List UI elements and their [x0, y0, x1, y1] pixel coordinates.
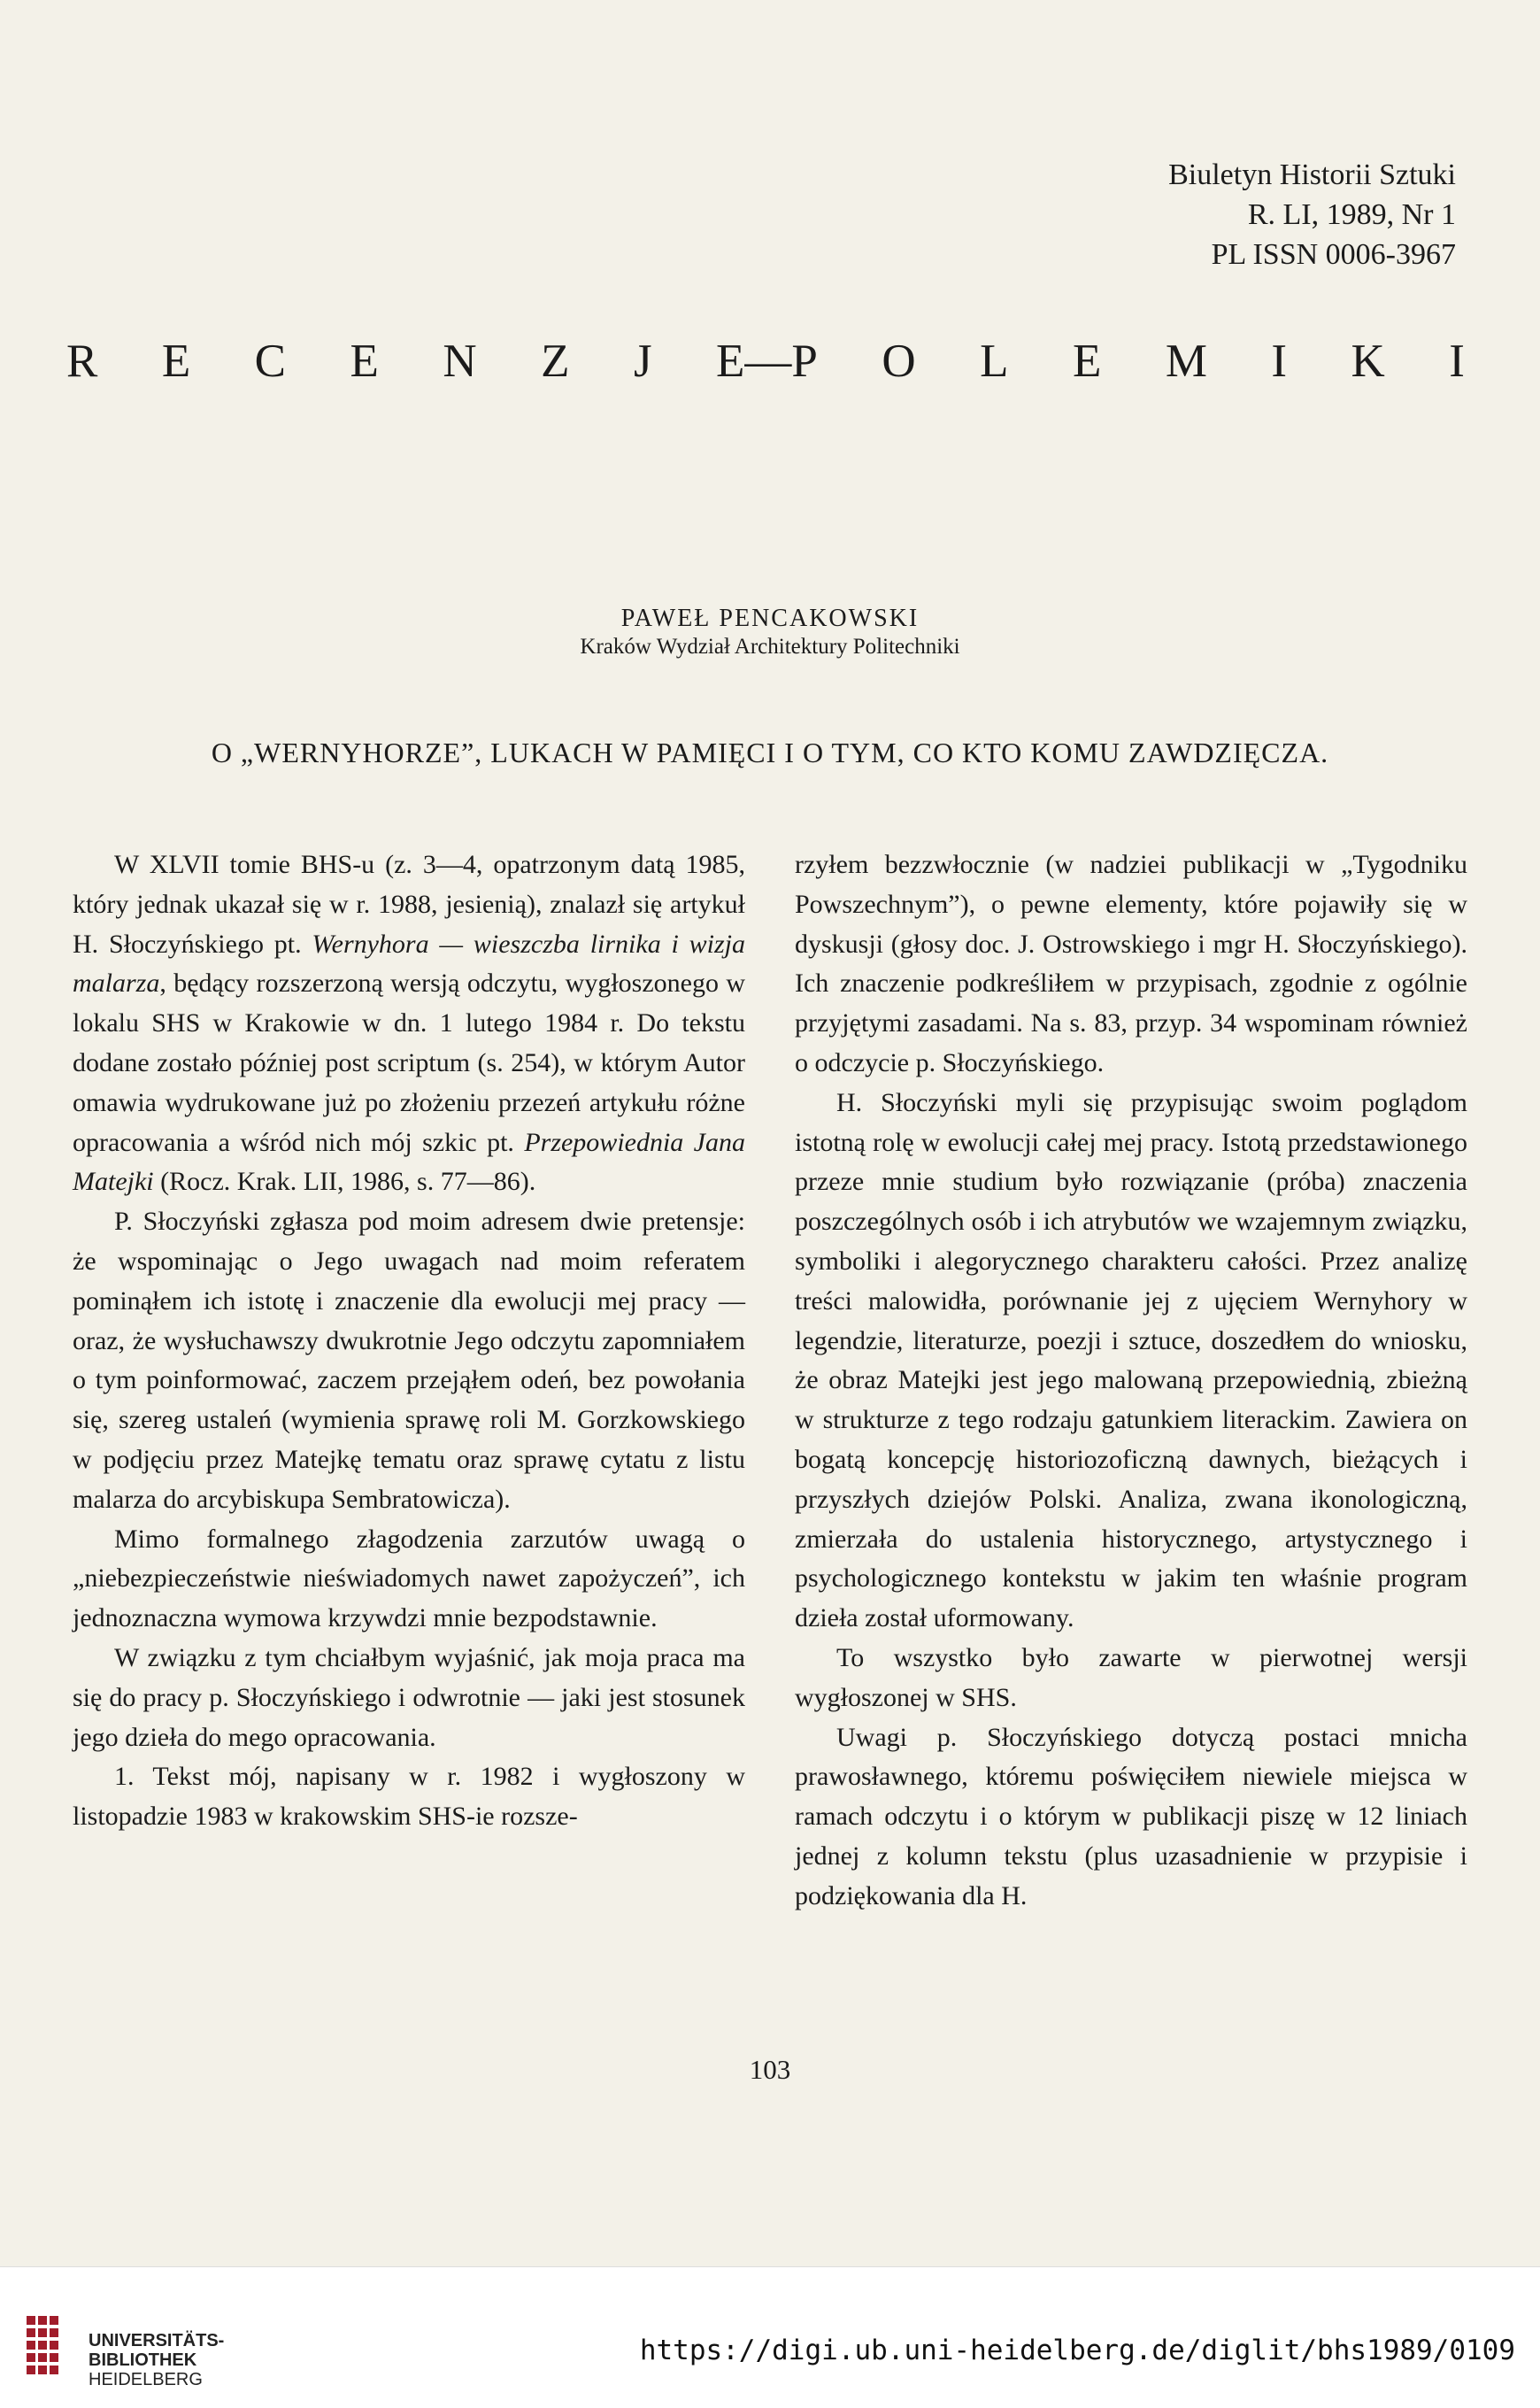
library-line: UNIVERSITÄTS- — [89, 2331, 225, 2350]
section-letter: N — [443, 336, 477, 387]
page-number: 103 — [749, 2054, 791, 2085]
journal-citation — [996, 155, 1456, 274]
section-letter: I — [1271, 336, 1288, 387]
italic-title: Przepowiednia Jana Matejki — [73, 1127, 745, 1197]
library-line: BIBLIOTHEK — [89, 2350, 197, 2370]
article-title: O „WERNYHORZE”, LUKACH W PAMIĘCI I O TYM, CO KTO KOMU ZAWDZIĘCZA. — [211, 737, 1329, 768]
right-column — [795, 845, 1467, 1917]
paragraph: rzyłem bezzwłocznie (w nadziei publikacji w „Tygodniku Powszechnym”), o pewne elementy, które pojawiły się w dyskusji (głosy doc. J. Ostrowskiego i mgr H. Słoczyńskiego). Ich znaczenie podkreśliłem w przypisach, zgodnie z ogólnie przyjętymi zasadami. Na s. 83, przyp. 34 wspominam również o odczycie p. Słoczyńskiego. — [795, 850, 1467, 1077]
italic-title: Wernyhora — wieszczba lirnika i wizja malarza — [73, 929, 745, 999]
source-url: https://digi.ub.uni-heidelberg.de/diglit/bhs1989/0109 — [639, 2335, 1515, 2366]
paragraph: 1. Tekst mój, napisany w r. 1982 i wygłoszony w listopadzie 1983 w krakowskim SHS-ie rozsze- — [73, 1762, 745, 1832]
section-letter: I — [1449, 336, 1465, 387]
section-letter: C — [254, 336, 287, 387]
paragraph — [73, 845, 745, 1202]
section-letter: R — [66, 336, 98, 387]
journal-volume: R. LI, 1989, Nr 1 — [1247, 198, 1456, 231]
journal-issn: PL ISSN 0006-3967 — [1211, 238, 1456, 271]
section-letter: K — [1351, 336, 1385, 387]
author-name: PAWEŁ PENCAKOWSKI — [620, 605, 920, 632]
author-affiliation: Kraków Wydział Architektury Politechniki — [580, 635, 960, 659]
section-letter: M — [1165, 336, 1207, 387]
section-letter: E — [1072, 336, 1102, 387]
left-column — [73, 845, 745, 1917]
text-fragment: W XLVII tomie BHS-u (z. 3—4, opatrzonym datą 1985, który jednak ukazał się w r. 1988, jesienią), znalazł się artykuł H. Słoczyńskiego pt. — [73, 850, 745, 959]
section-letter: Z — [541, 336, 570, 387]
section-letter: O — [882, 336, 916, 387]
paragraph: W związku z tym chciałbym wyjaśnić, jak moja praca ma się do pracy p. Słoczyńskiego i odwrotnie — jaki jest stosunek jego dzieła do mego opracowania. — [73, 1642, 745, 1752]
paragraph: To wszystko było zawarte w pierwotnej wersji wygłoszonej w SHS. — [795, 1642, 1467, 1712]
paragraph: Mimo formalnego złagodzenia zarzutów uwagą o „niebezpieczeństwie nieświadomych nawet zapożyczeń”, ich jednoznaczna wymowa krzywdzi mnie bezpodstawnie. — [73, 1524, 745, 1633]
library-name — [89, 2331, 224, 2389]
text-fragment: , będący rozszerzoną wersją odczytu, wygłoszonego w lokalu SHS w Krakowie w dn. 1 lutego 1984 r. Do tekstu dodane zostało później post scriptum (s. 254), w którym Autor omawia wydrukowane już po złożeniu przezeń artykułu różne opracowania a wśród nich mój szkic pt. — [73, 969, 745, 1157]
digital-library-footer — [0, 2266, 1540, 2408]
section-letter: J — [633, 336, 652, 387]
paragraph: H. Słoczyński myli się przypisując swoim poglądom istotną rolę w ewolucji całej mej pracy. Istotą przedstawionego przeze mnie studium było rozwiązanie (próba) znaczenia poszczególnych osób i ich atrybutów we wzajemnym związku, symboliki i alegorycznego charakteru całości. Przez analizę treści malowidła, porównanie jej z ujęciem Wernyhory w legendzie, literaturze, poezji i sztuce, doszedłem do wniosku, że obraz Matejki jest jego malowaną przepowiednią, zbieżną w strukturze z tego rodzaju gatunkiem literackim. Zawiera on bogatą koncepcję historiozoficzną dawnych, bieżących i przyszłych dziejów Polski. Analiza, zwana ikonologiczną, zmierzała do ustalenia historycznego, artystycznego i psychologicznego kontekstu w jakim ten właśnie program dzieła został uformowany. — [795, 1087, 1467, 1633]
section-title — [66, 332, 1465, 390]
section-letter: E—P — [716, 336, 818, 387]
paragraph: P. Słoczyński zgłasza pod moim adresem dwie pretensje: że wspominając o Jego uwagach nad moim referatem pominąłem ich istotę i znaczenie dla ewolucji mej pracy — oraz, że wysłuchawszy dwukrotnie Jego odczytu zapomniałem o tym poinformować, zaczem przejąłem odeń, bez powołania się, szereg ustaleń (wymienia sprawę roli M. Gorzkowskiego w podjęciu przez Matejkę tematu oraz sprawę cytatu z listu malarza do arcybiskupa Sembratowicza). — [73, 1207, 745, 1514]
text-fragment: (Rocz. Krak. LII, 1986, s. 77—86). — [153, 1167, 536, 1197]
article-columns — [73, 845, 1467, 1917]
author-block — [0, 604, 1540, 660]
section-letter: L — [980, 336, 1009, 387]
paragraph: Uwagi p. Słoczyńskiego dotyczą postaci mnicha prawosławnego, któremu poświęciłem niewiele miejsca w ramach odczytu i o którym w publikacji piszę w 12 liniach jednej z kolumn tekstu (plus uzasadnienie w przypisie i podziękowania dla H. — [795, 1722, 1467, 1910]
section-letter: E — [350, 336, 379, 387]
journal-title: Biuletyn Historii Sztuki — [1168, 158, 1456, 191]
library-line: HEIDELBERG — [89, 2370, 203, 2389]
section-letter: E — [161, 336, 191, 387]
